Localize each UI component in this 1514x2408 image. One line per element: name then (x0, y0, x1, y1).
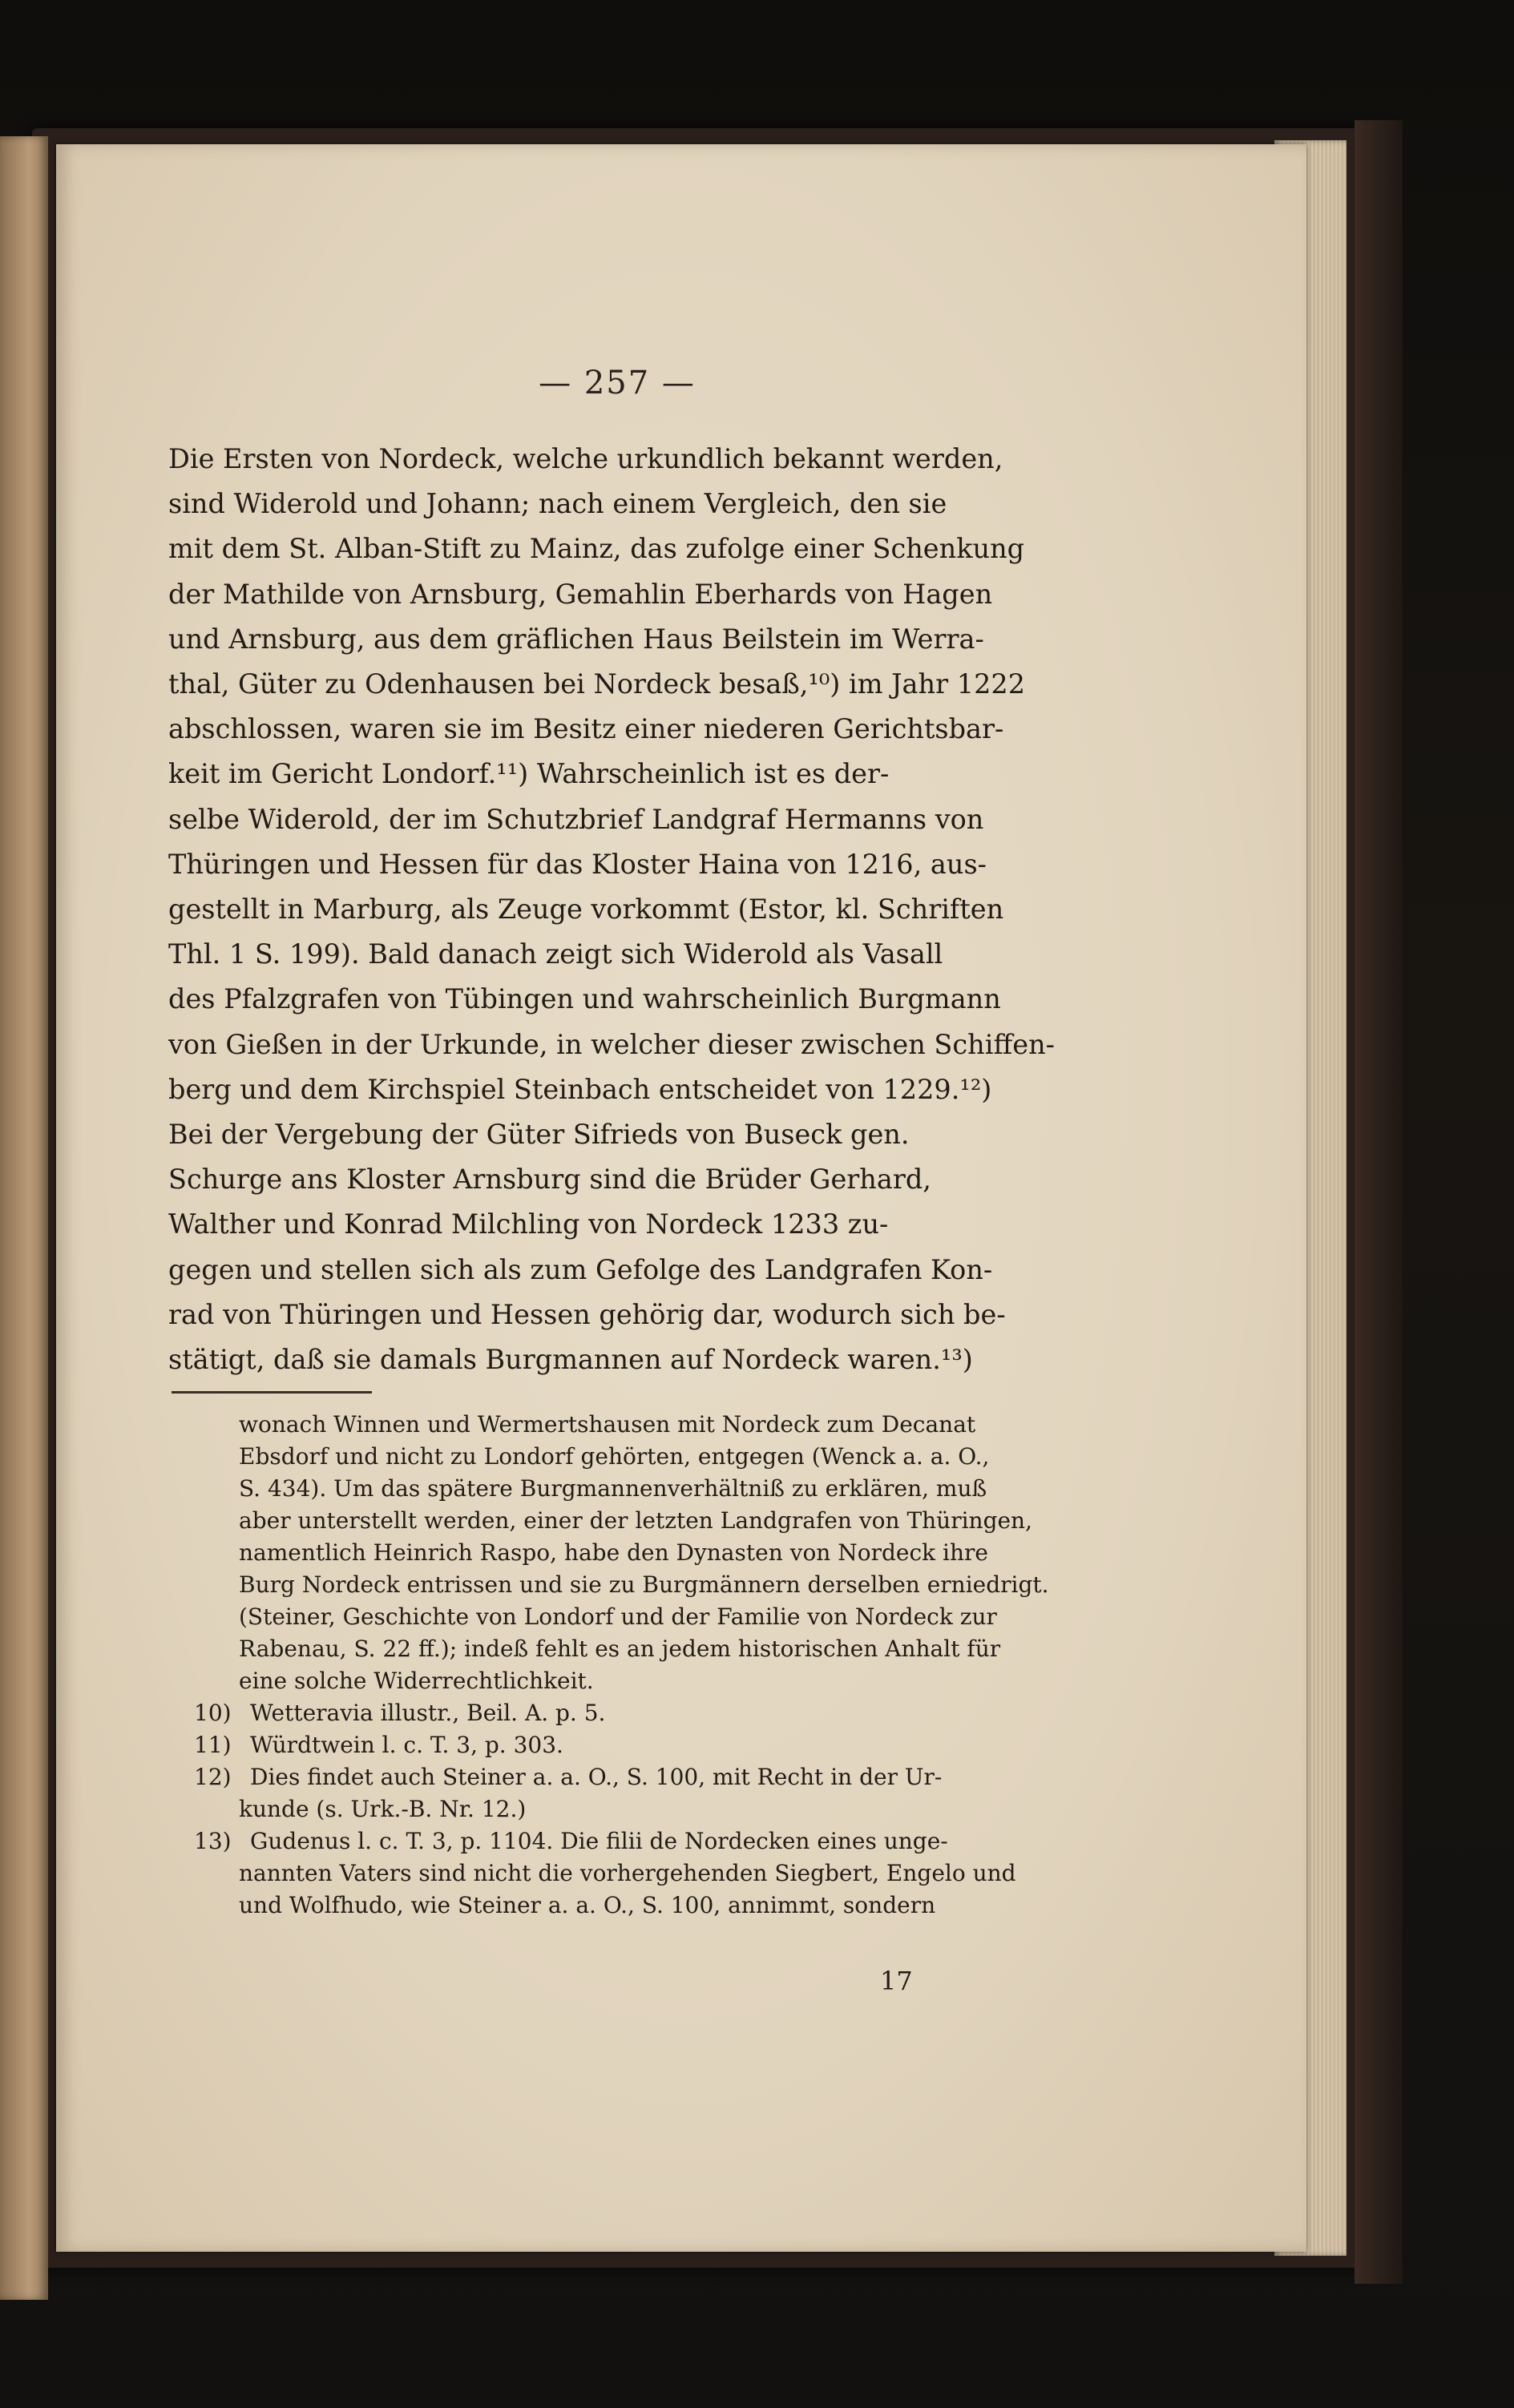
footnote-line: (Steiner, Geschichte von Londorf und der Familie von Nordeck zur (239, 1603, 997, 1630)
text-line: Bei der Vergebung der Güter Sifrieds von Buseck gen. (168, 1119, 910, 1151)
footnote-line: namentlich Heinrich Raspo, habe den Dynasten von Nordeck ihre (239, 1539, 988, 1566)
cover-spine-edge (1355, 120, 1403, 2284)
footnote-line: S. 434). Um das spätere Burgmannenverhältniß zu erklären, muß (239, 1475, 987, 1502)
text-line: abschlossen, waren sie im Besitz einer niederen Gerichtsbar- (168, 713, 1004, 745)
text-line: gestellt in Marburg, als Zeuge vorkommt (Estor, kl. Schriften (168, 893, 1004, 926)
text-line: rad von Thüringen und Hessen gehörig dar, wodurch sich be- (168, 1298, 1006, 1330)
footnote-text: Wetteravia illustr., Beil. A. p. 5. (250, 1700, 606, 1726)
footnote-text: und Wolfhudo, wie Steiner a. a. O., S. 100, annimmt, sondern (239, 1892, 936, 1918)
footnote-line: wonach Winnen und Wermertshausen mit Nordeck zum Decanat (239, 1411, 976, 1438)
text-line: Walther und Konrad Milchling von Nordeck 1233 zu- (168, 1208, 889, 1240)
footnote-13 (172, 1825, 1045, 1922)
previous-page-edge (0, 136, 48, 2300)
footnote-text: nannten Vaters sind nicht die vorhergehenden Siegbert, Engelo und (239, 1860, 1016, 1886)
footnote-marker: 13) (194, 1828, 232, 1854)
footnote-text: Gudenus l. c. T. 3, p. 1104. Die filii de Nordecken eines unge- (250, 1828, 948, 1854)
footnote-text: Dies findet auch Steiner a. a. O., S. 100, mit Recht in der Ur- (250, 1764, 943, 1790)
page-number: — 257 — (539, 365, 696, 401)
footnote-line: Burg Nordeck entrissen und sie zu Burgmännern derselben erniedrigt. (239, 1571, 1049, 1598)
text-line: keit im Gericht Londorf.¹¹) Wahrscheinlich ist es der- (168, 758, 890, 790)
footnote-text: Würdtwein l. c. T. 3, p. 303. (250, 1732, 563, 1758)
footnote-line: Rabenau, S. 22 ff.); indeß fehlt es an jedem historischen Anhalt für (239, 1636, 1001, 1662)
text-line: selbe Widerold, der im Schutzbrief Landgraf Hermanns von (168, 803, 984, 835)
text-line: Die Ersten von Nordeck, welche urkundlich bekannt werden, (168, 443, 1003, 474)
footnote-text: kunde (s. Urk.-B. Nr. 12.) (239, 1796, 527, 1822)
text-line: gegen und stellen sich als zum Gefolge des Landgrafen Kon- (168, 1253, 993, 1285)
text-line: Schurge ans Kloster Arnsburg sind die Brüder Gerhard, (168, 1164, 931, 1196)
text-line: mit dem St. Alban-Stift zu Mainz, das zufolge einer Schenkung (168, 533, 1025, 565)
text-line: stätigt, daß sie damals Burgmannen auf Nordeck waren.¹³) (168, 1344, 973, 1376)
text-line: Thl. 1 S. 199). Bald danach zeigt sich Widerold als Vasall (168, 938, 943, 970)
footnote-10 (172, 1697, 1045, 1729)
footnotes (172, 1409, 1049, 1922)
text-line: von Gießen in der Urkunde, in welcher dieser zwischen Schiffen- (168, 1028, 1055, 1060)
main-text (168, 437, 1055, 1382)
text-line: berg und dem Kirchspiel Steinbach entscheidet von 1229.¹²) (168, 1073, 992, 1105)
footnote-line: aber unterstellt werden, einer der letzten Landgrafen von Thüringen, (239, 1507, 1032, 1534)
text-line: und Arnsburg, aus dem gräflichen Haus Beilstein im Werra- (168, 623, 984, 655)
footnote-marker: 10) (194, 1700, 232, 1726)
text-line: sind Widerold und Johann; nach einem Vergleich, den sie (168, 488, 947, 520)
footnote-12 (172, 1761, 1045, 1825)
footnote-line: Ebsdorf und nicht zu Londorf gehörten, entgegen (Wenck a. a. O., (239, 1443, 990, 1470)
footnote-marker: 11) (194, 1732, 232, 1758)
footnote-continuation (239, 1409, 1049, 1697)
text-line: thal, Güter zu Odenhausen bei Nordeck besaß,¹⁰) im Jahr 1222 (168, 668, 1026, 700)
signature-mark: 17 (880, 1966, 913, 1996)
footnote-11 (172, 1729, 1045, 1761)
footnote-separator (172, 1391, 372, 1394)
text-line: Thüringen und Hessen für das Kloster Haina von 1216, aus- (168, 848, 987, 880)
footnote-marker: 12) (194, 1764, 232, 1790)
text-line: der Mathilde von Arnsburg, Gemahlin Eberhards von Hagen (168, 578, 993, 610)
text-line: des Pfalzgrafen von Tübingen und wahrscheinlich Burgmann (168, 983, 1001, 1015)
footnote-line: eine solche Widerrechtlichkeit. (239, 1668, 594, 1694)
